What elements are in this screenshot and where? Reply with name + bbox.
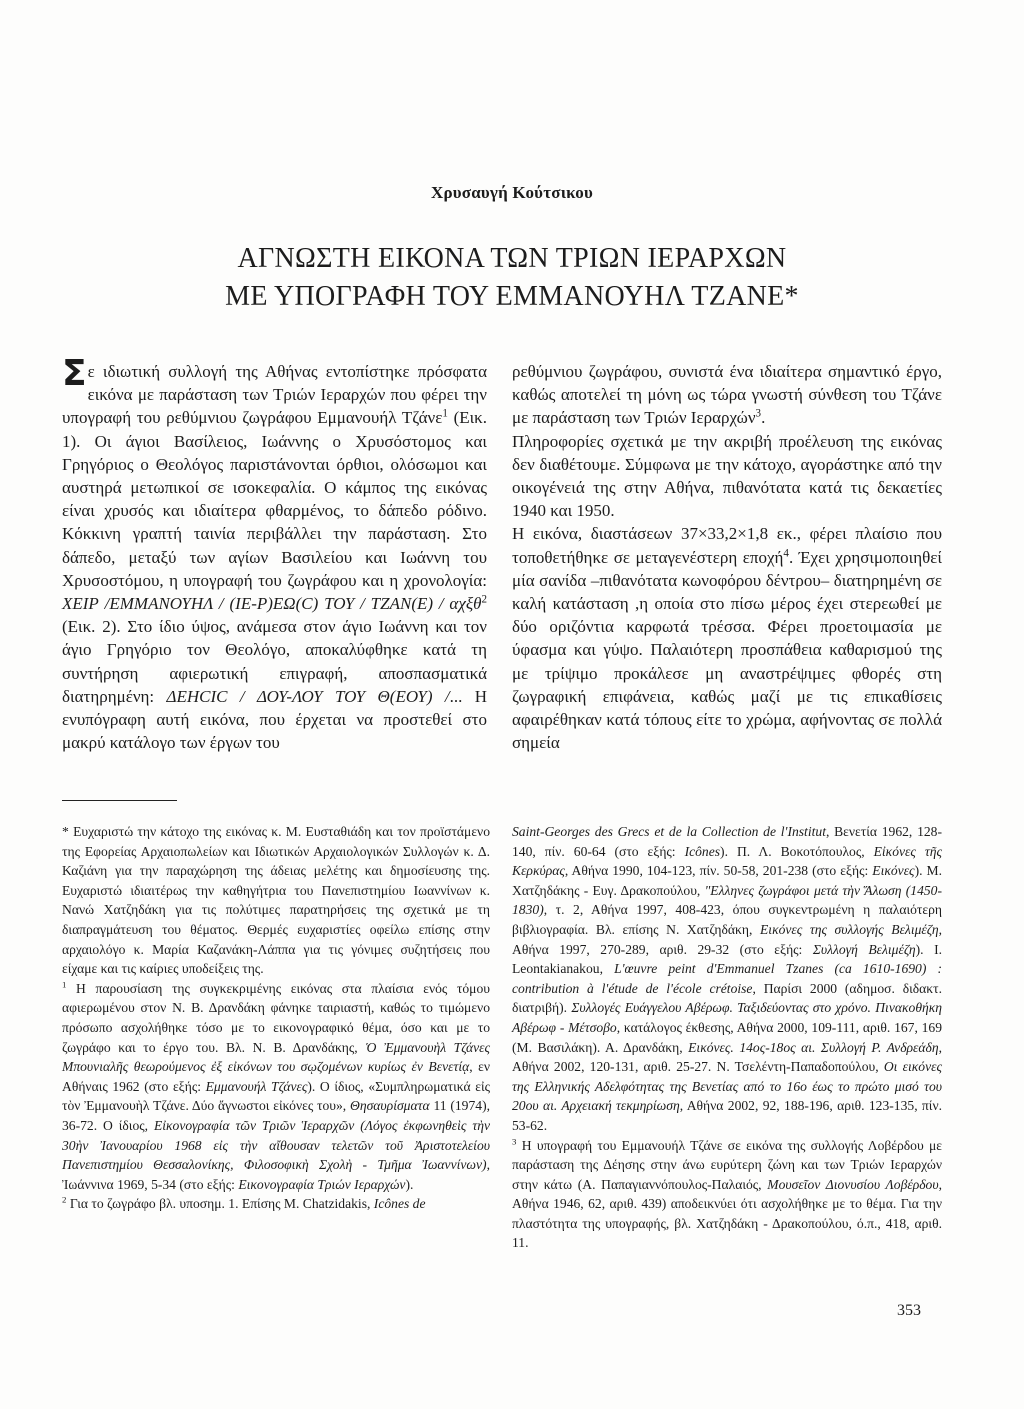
citation-title: Εἰκονογραφία τῶν Τριῶν Ἱεραρχῶν (Λόγος ἐκφωνηθεὶς τὴν 30ὴν Ἰανουαρίου 1968 εἰς τὴν αἴθουσαν τελετῶν τοῦ Ἀριστοτελείου Πανεπιστημίου Θεσσαλονίκης, Φιλοσοφικὴ Σχολὴ - Τμῆμα Ἰωαννίνων) (62, 1117, 490, 1173)
footnote-text: ). (405, 1176, 414, 1192)
citation-title: Εικόνες. 14ος-18ος αι. Συλλογή Ρ. Ανδρεάδη (688, 1039, 939, 1055)
footnote-text: , Βενετία 1962, 128-140, πίν. 60-64 (στο εξής: (512, 824, 942, 859)
footnote-text: ). I. Leontakianakou, (512, 941, 943, 977)
footnote-2-continued (512, 822, 942, 1136)
body-paragraph: Πληροφορίες σχετικά με την ακριβή προέλευση της εικόνας δεν διαθέτουμε. Σύμφωνα με την κάτοχο, αγοράστηκε από την οικογένειά της στην Αθήνα, πιθανότατα κατά τις δεκαετίες 1940 και 1950. (512, 431, 942, 521)
body-text: . Έχει χρησιμοποιηθεί μία σανίδα –πιθανότατα κωνοφόρου δέντρου– διατηρημένη σε καλή κατάσταση ,η οποία στο πίσω μέρος έχει στερεωθεί με δύο οριζόντια καρφωτά τρέσσα. Φέρει προετοιμασία με ύφασμα και γύψο. Παλαιότερη προσπάθεια καθαρισμού της με τρίψιμο προκάλεσε μη αναστρέψιμες φθορές στη ζωγραφική επιφάνεια, καθώς μαζί με τις επικαθίσεις αφαιρέθηκαν κατά τόπους είτε το χρώμα, αφήνοντας σε πολλά σημεία (512, 547, 942, 753)
footnote-text: , Παρίσι 2000 (αδημοσ. διδακτ. διατριβή). (512, 980, 943, 1016)
body-text: Η εικόνα, διαστάσεων 37×33,2×1,8 εκ., φέρει πλαίσιο που τοποθετήθηκε σε μεταγενέστερη εποχή (512, 524, 942, 567)
article-title (0, 240, 1024, 316)
body-column-left (62, 353, 488, 754)
citation-title: Μουσεῖον Διονυσίου Λοβέρδου (767, 1176, 939, 1192)
footnote-1 (62, 979, 490, 1195)
footnote-number: 3 (512, 1135, 517, 1146)
title-line-2: ΜΕ ΥΠΟΓΡΑΦΗ ΤΟΥ ΕΜΜΑΝΟΥΗΛ ΤΖΑΝΕ* (225, 281, 799, 312)
footnote-2 (62, 1194, 490, 1214)
citation-title: Συλλογή Βελιμέζη (812, 941, 916, 957)
body-text: . (761, 408, 766, 428)
citation-title: "Ελληνες ζωγράφοι μετά τὴν Ἅλωση (1450-1830) (512, 882, 942, 918)
footnote-text: , Αθήνα 1990, 104-123, πίν. 50-58, 201-238 (στο εξής: (564, 863, 873, 879)
footnote-text: ). Ο ίδιος, «Συμπληρωματικά εἰς τὸν Ἐμμανουὴλ Τζάνε. Δύο ἄγνωστοι εἰκόνες του», (62, 1078, 490, 1114)
footnote-ref: 1 (442, 407, 448, 420)
body-text: ... Η ενυπόγραφη αυτή εικόνα, που έρχεται να προστεθεί στο μακρύ κατάλογο των έργων του (62, 686, 488, 753)
footnote-ref: 3 (755, 407, 762, 420)
body-paragraph (512, 360, 942, 430)
citation-title: Θησαυρίσματα (350, 1098, 430, 1114)
footnote-star: * Ευχαριστώ την κάτοχο της εικόνας κ. Μ. Ευσταθιάδη και τον προϊστάμενο της Εφορείας Αρχαιοπωλείων και Ιδιωτικών Αρχαιολογικών Συλλογών κ. Δ. Καζιάνη για την παραχώρηση της άδειας μελέτης και δημοσίευσης της. Ευχαριστώ ιδιαιτέρως την καθηγήτρια του Πανεπιστημίου Ιωαννίνων κ. Νανώ Χατζηδάκη για τις πολύτιμες παρατηρήσεις της σχετικά με τη διαπραγμάτευση του θέματος. Θερμές ευχαριστίες οφείλω επίσης στην αρχαιολόγο κ. Μαρία Καζανάκη-Λάππα για τις γόνιμες συζητήσεις που είχαμε και τις καίριες υποδείξεις της. (62, 824, 490, 977)
footnote-3 (512, 1136, 942, 1254)
footnote-number: 2 (62, 1194, 67, 1205)
citation-title: Saint-Georges des Grecs et de la Collection de l'Institut (512, 824, 826, 839)
citation-title: Εἰκόνες τῆς Κερκύρας (512, 843, 942, 879)
body-paragraph (512, 522, 942, 754)
page-number: 353 (897, 1302, 921, 1319)
citation-title: Εμμανουήλ Τζάνες (205, 1078, 308, 1094)
body-text: ρεθύμνιου ζωγράφου, συνιστά ένα ιδιαίτερα σημαντικό έργο, καθώς αποτελεί τη μόνη ως τώρα γνωστή σύνθεση του Τζάνε με παράσταση των Τριών Ιεραρχών (512, 362, 942, 428)
footnote-text: 11 (1974), 36-72. Ο ίδιος, (62, 1098, 490, 1133)
author-name: Χρυσαυγή Κούτσικου (430, 183, 594, 202)
footnote-text: , τ. 2, Αθήνα 1997, 408-423, όπου συγκεντρωμένη η παλαιότερη βιβλιογραφία. Βλ. επίσης Ν. Χατζηδάκη, (512, 902, 942, 937)
footnotes-right (512, 822, 942, 1253)
body-paragraph (62, 353, 488, 754)
body-column-right (512, 360, 942, 754)
footnote-text: , εν Αθήναις 1962 (στο εξής: (62, 1059, 491, 1094)
signature-text: ΧΕΙΡ /ΕΜΜΑΝΟΥΗΛ / (ΙΕ-Ρ)ΕΩ(C) ΤΟΥ / ΤΖΑΝ(Ε) / αχξθ (62, 594, 482, 614)
citation-title: Εικόνες (872, 863, 915, 879)
footnote-text: ). Μ. Χατζηδάκης - Ευγ. Δρακοπούλου, (512, 863, 942, 898)
footnote-number: 1 (62, 979, 67, 990)
inscription-text: ΔΕΗCIC / ΔΟΥ-ΛΟΥ ΤΟΥ Θ(ΕΟΥ) / (166, 686, 450, 706)
footnote-separator (62, 800, 177, 801)
body-text: ε ιδιωτική συλλογή της Αθήνας εντοπίστηκε πρόσφατα εικόνα με παράσταση των Τριών Ιεραρχών που φέρει την υπογραφή του ρεθύμνιου ζωγράφου Εμμανουήλ Τζάνε (62, 362, 487, 428)
footnote-text: , Αθήνα 2002, 120-131, αριθ. 25-27. Ν. Τσελέντη-Παπαδοπούλου, (512, 1039, 942, 1075)
citation-title: Icônes (684, 843, 721, 859)
citation-title: Οι εικόνες της Ελληνικής Αδελφότητας της Βενετίας από το 16ο έως το πρώτο μισό του 20ου αι. Αρχειακή τεκμηρίωση (512, 1059, 943, 1114)
footnote-text: , Αθήνα 1946, 62, αριθ. 439) αποδεικνύει ότι ασχολήθηκε με το θέμα. Για την πλαστότητα της υπογραφής, βλ. Χατζηδάκη - Δρακοπούλου, ό.π., 418, αριθ. 11. (512, 1176, 942, 1251)
citation-title: Ὁ Ἐμμανουὴλ Τζάνες Μπουνιαλῆς θεωρούμενος ἐξ εἰκόνων του σῳζομένων κυρίως ἐν Βενετίᾳ (62, 1039, 490, 1075)
citation-title: Εικόνες της συλλογής Βελιμέζη (759, 921, 939, 937)
body-text: (Εικ. 2). Στο ίδιο ύψος, ανάμεσα στον άγιο Ιωάννη και τον άγιο Γρηγόριο τον Θεολόγο, αποκαλύφθηκε κατά τη συντήρηση αφιερωτική επιγραφή, αποσπασματικά διατηρημένη: (62, 617, 487, 706)
footnote-text: , Αθήνα 1997, 270-289, αριθ. 29-32 (στο εξής: (512, 921, 942, 957)
citation-title: Συλλογές Ευάγγελου Αβέρωφ. Ταξιδεύοντας στο χρόνο. Πινακοθήκη Αβέρωφ - Μέτσοβο (512, 1000, 943, 1035)
footnote-ref: 4 (783, 546, 789, 559)
drop-cap: Σ (62, 353, 87, 394)
title-line-1: ΑΓΝΩΣΤΗ ΕΙΚΟΝΑ ΤΩΝ ΤΡΙΩΝ ΙΕΡΑΡΧΩΝ (237, 243, 787, 274)
footnote-text: Η υπογραφή του Εμμανουήλ Τζάνε σε εικόνα της συλλογής Λοβέρδου με παράσταση της Δέησης στην άνω ευρύτερη ζώνη και των Τριών Ιεραρχών στην κάτω (Α. Παπαγιαννόπουλος-Παλαιός, (512, 1137, 942, 1192)
footnote-text: , Ἰωάννινα 1969, 5-34 (στο εξής: (62, 1157, 490, 1192)
citation-title: Icônes de (373, 1196, 426, 1212)
footnote-text: Για το ζωγράφο βλ. υποσημ. 1. Επίσης M. Chatzidakis, (66, 1196, 374, 1212)
footnote-text: , κατάλογος έκθεσης, Αθήνα 2000, 109-111, αριθ. 167, 169 (Μ. Βασιλάκη). Α. Δρανδάκη, (512, 1019, 942, 1055)
footnote-text: , Αθήνα 2002, 92, 188-196, αριθ. 123-135, πίν. 53-62. (512, 1098, 942, 1133)
body-text: (Εικ. 1). Οι άγιοι Βασίλειος, Ιωάννης ο Χρυσόστομος και Γρηγόριος ο Θεολόγος παριστάνονται όρθιοι, ολόσωμοι και αυστηρά μετωπικοί σε ισοκεφαλία. Ο κάμπος της εικόνας είναι χρυσός και ιδιαίτερα φθαρμένος, το δάπεδο ρόδινο. Κόκκινη γραπτή ταινία περιβάλλει την παράσταση. Στο δάπεδο, μεταξύ των αγίων Βασιλείου και Ιωάννη του Χρυσοστόμου, η υπογραφή του ζωγράφου και η χρονολογία: (62, 408, 488, 590)
footnotes-left (62, 822, 490, 1214)
footnote-text: ). Π. Λ. Βοκοτόπουλος, (720, 843, 874, 859)
citation-title: Εικονογραφία Τριών Ιεραρχών (238, 1176, 406, 1192)
footnote-ref: 2 (481, 593, 487, 606)
citation-title: L'œuvre peint d'Emmanuel Tzanes (ca 1610-1690) : contribution à l'étude de l'école crétoise (512, 961, 942, 996)
footnote-text: Η παρουσίαση της συγκεκριμένης εικόνας στα πλαίσια ενός τόμου αφιερωμένου στον Ν. Β. Δρανδάκη φάνηκε ταιριαστή, καθώς το τιμώμενο πρόσωπο ασχολήθηκε τόσο με το εικονογραφικό θέμα, όσο και με το ζωγράφο και το έργο του. Βλ. Ν. Β. Δρανδάκης, (62, 980, 490, 1055)
